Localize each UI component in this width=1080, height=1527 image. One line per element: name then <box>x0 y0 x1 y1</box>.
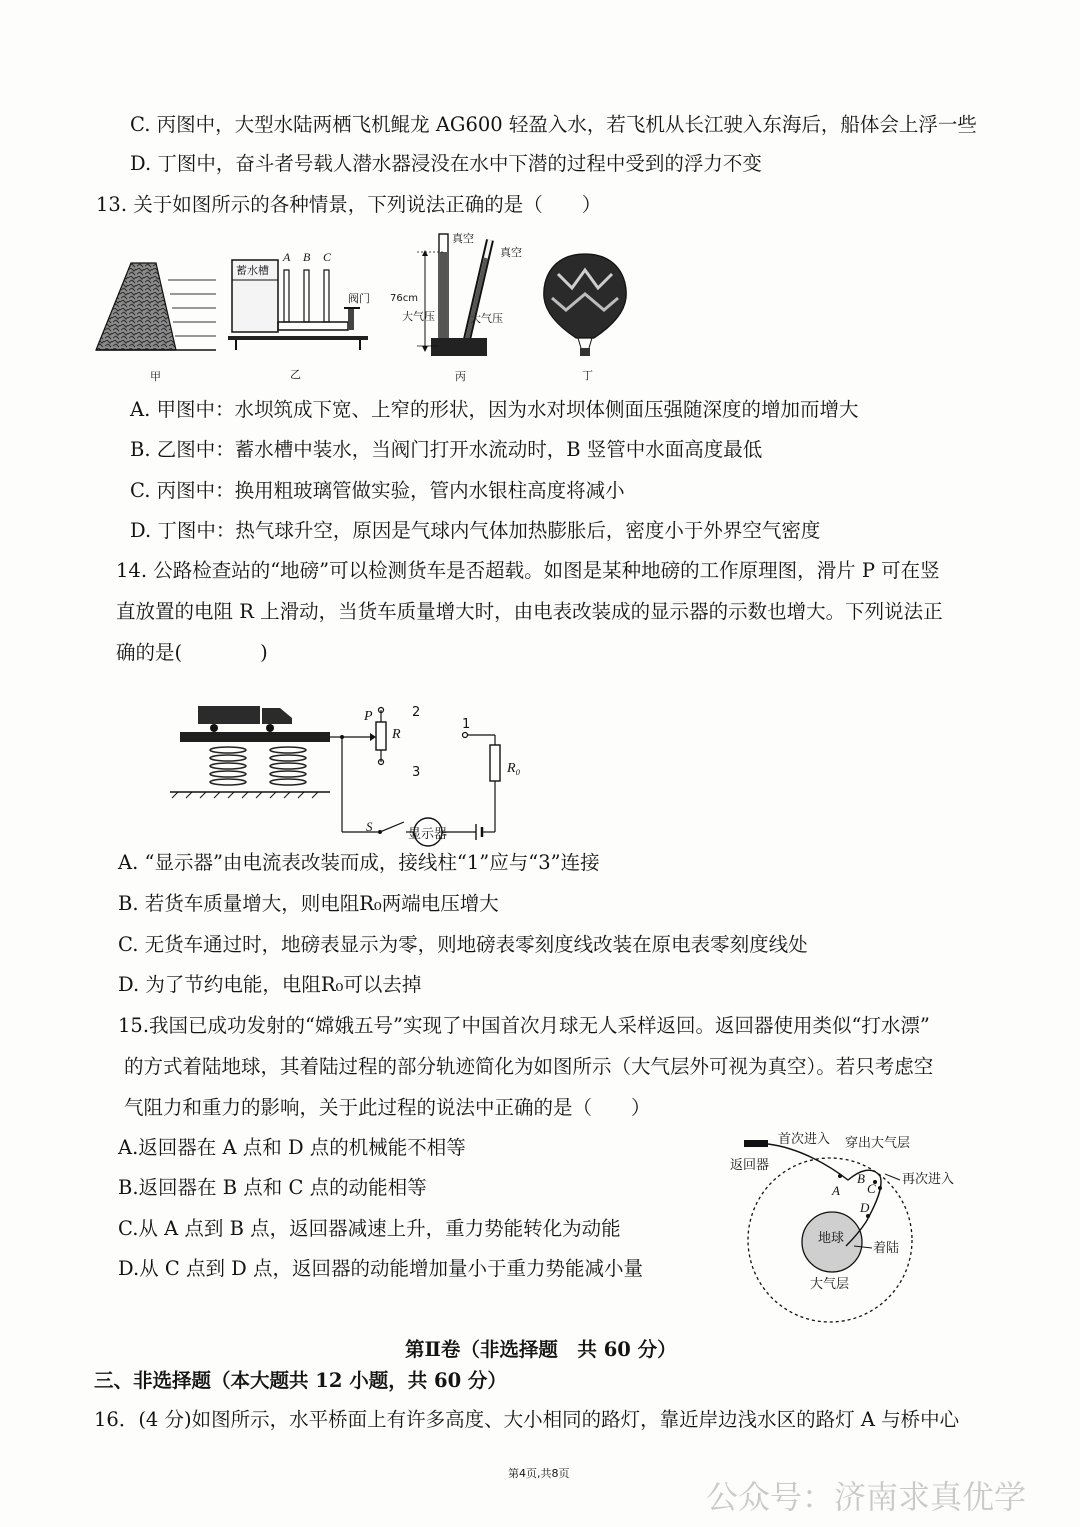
q15-stem-line-3: 气阻力和重力的影响，关于此过程的说法中正确的是（ ） <box>124 1096 651 1119</box>
q14-option-c: C. 无货车通过时，地磅表显示为零，则地磅表零刻度线改装在原电表零刻度线处 <box>118 933 808 956</box>
q15-label-landing: 着陆 <box>873 1241 900 1256</box>
q13-label-tube-c: C <box>323 250 332 264</box>
q15-stem-line-2: 的方式着陆地球，其着陆过程的部分轨迹简化为如图所示（大气层外可视为真空）。若只考虑空 <box>124 1055 934 1078</box>
q13-label-height: 76cm <box>390 293 418 304</box>
q13-label-tube-b: B <box>303 250 311 264</box>
q15-stem-line-1: 15.我国已成功发射的“嫦娥五号”实现了中国首次月球无人采样返回。返回器使用类似“打水漂” <box>118 1014 930 1037</box>
q15-label-point-c: C <box>867 1181 876 1196</box>
q14-label-terminal-1: 1 <box>462 717 471 732</box>
q14-stem-line-3: 确的是( ) <box>116 641 268 664</box>
q13-option-d: D. 丁图中：热气球升空，原因是气球内气体加热膨胀后，密度小于外界空气密度 <box>130 519 821 542</box>
q13-option-c: C. 丙图中：换用粗玻璃管做实验，管内水银柱高度将减小 <box>130 479 625 502</box>
q14-label-p: P <box>364 709 373 724</box>
q13-caption-ding: 丁 <box>582 369 593 382</box>
q13-fig-balloon <box>538 250 633 365</box>
q13-label-valve: 阀门 <box>348 292 370 305</box>
q13-option-b: B. 乙图中：蓄水槽中装水，当阀门打开水流动时，B 竖管中水面高度最低 <box>130 438 763 461</box>
q15-label-reentry: 再次进入 <box>902 1172 955 1187</box>
q13-caption-yi: 乙 <box>290 368 301 381</box>
q15-option-b: B.返回器在 B 点和 C 点的动能相等 <box>118 1176 427 1199</box>
q15-label-point-b: B <box>857 1171 865 1186</box>
q15-option-a: A.返回器在 A 点和 D 点的机械能不相等 <box>118 1136 466 1159</box>
q15-option-d: D.从 C 点到 D 点，返回器的动能增加量小于重力势能减小量 <box>118 1257 643 1280</box>
q15-label-earth: 地球 <box>818 1231 845 1246</box>
section-title: 第Ⅱ卷（非选择题 共 60 分） <box>405 1338 677 1361</box>
q14-fig-weighbridge-circuit <box>170 700 510 850</box>
q15-label-exit-atmosphere: 穿出大气层 <box>845 1136 911 1151</box>
q14-label-terminal-3: 3 <box>412 765 421 780</box>
section-heading: 三、非选择题（本大题共 12 小题，共 60 分） <box>94 1369 507 1392</box>
q13-label-tank: 蓄水槽 <box>236 264 269 277</box>
q15-label-point-d: D <box>860 1200 870 1215</box>
q13-label-atm-1: 大气压 <box>402 310 435 323</box>
watermark: 公众号：济南求真优学 <box>706 1478 1027 1516</box>
q14-option-d: D. 为了节约电能，电阻R₀可以去掉 <box>118 973 422 996</box>
q16-stem: 16．(4 分)如图所示，水平桥面上有许多高度、大小相同的路灯，靠近岸边浅水区的路灯 A 与桥中心 <box>94 1408 960 1431</box>
q14-label-r: R <box>392 727 401 742</box>
q15-label-return-vehicle: 返回器 <box>730 1158 770 1173</box>
q13-stem: 13. 关于如图所示的各种情景，下列说法正确的是（ ） <box>96 193 602 216</box>
q15-option-c: C.从 A 点到 B 点，返回器减速上升，重力势能转化为动能 <box>118 1217 621 1240</box>
page-number: 第4页,共8页 <box>508 1467 570 1480</box>
q14-option-b: B. 若货车质量增大，则电阻R₀两端电压增大 <box>118 892 499 915</box>
q13-caption-bing: 丙 <box>455 370 466 383</box>
q14-stem-line-2: 直放置的电阻 R 上滑动，当货车质量增大时，由电表改装成的显示器的示数也增大。下列说法正 <box>116 600 943 623</box>
q14-label-r0: R₀ <box>507 761 521 776</box>
q14-label-terminal-2: 2 <box>412 705 421 720</box>
q13-option-a: A. 甲图中：水坝筑成下宽、上窄的形状，因为水对坝体侧面压强随深度的增加而增大 <box>130 398 859 421</box>
q15-label-atmosphere: 大气层 <box>810 1277 850 1292</box>
q13-caption-jia: 甲 <box>150 370 161 383</box>
q15-label-first-entry: 首次进入 <box>778 1132 831 1147</box>
q12-option-d: D. 丁图中，奋斗者号载人潜水器浸没在水中下潜的过程中受到的浮力不变 <box>130 152 762 175</box>
q14-label-display: 显示器 <box>408 827 448 842</box>
q14-stem-line-1: 14. 公路检查站的“地磅”可以检测货车是否超载。如图是某种地磅的工作原理图，滑片 P 可在竖 <box>116 559 940 582</box>
q13-label-vacuum-2: 真空 <box>500 246 522 259</box>
q14-label-switch: S <box>366 819 373 834</box>
q13-label-tube-a: A <box>283 250 291 264</box>
q13-fig-dam <box>96 260 216 360</box>
q15-label-point-a: A <box>832 1183 840 1198</box>
q13-label-vacuum-1: 真空 <box>452 232 474 245</box>
q12-option-c: C. 丙图中，大型水陆两栖飞机鲲龙 AG600 轻盈入水，若飞机从长江驶入东海后，船体会上浮一些 <box>130 113 977 136</box>
q13-label-atm-2: 大气压 <box>470 312 503 325</box>
q14-option-a: A. “显示器”由电流表改装而成，接线柱“1”应与“3”连接 <box>118 851 600 874</box>
